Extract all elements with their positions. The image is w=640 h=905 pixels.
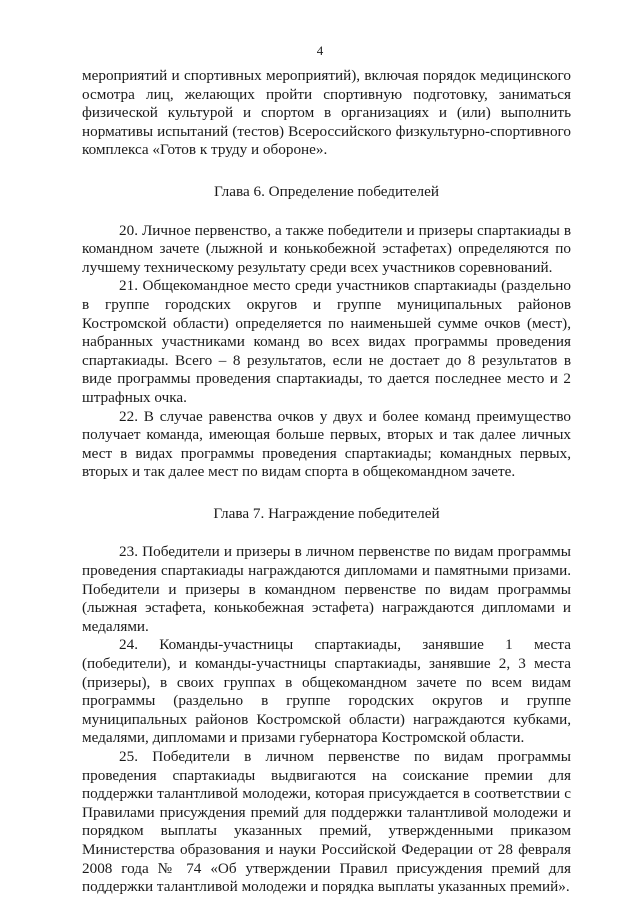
paragraph-23: 23. Победители и призеры в личном первенстве по видам программы проведения спартакиады награждаются дипломами и памятными призами. Победители и призеры в командном первенстве по видам программы (лыжная эстафета, конькобежная эстафета) награждаются дипломами и медалями.	[82, 543, 571, 635]
page-number: 4	[316, 43, 324, 58]
chapter-7-heading: Глава 7. Награждение победителей	[213, 504, 440, 522]
paragraph-21: 21. Общекомандное место среди участников спартакиады (раздельно в группе городских округов и группе муниципальных районов Костромской области) определяется по наименьшей сумме очков (мест), набранных участниками команд во всех видах программы проведения спартакиады. Всего – 8 результатов, если не достает до 8 результатов в виде программы проведения спартакиады, то дается последнее место и 2 штрафных очка.	[82, 277, 571, 406]
paragraph-25: 25. Победители в личном первенстве по видам программы проведения спартакиады выдвигаются на соискание премии для поддержки талантливой молодежи, которая присуждается в соответствии с Правилами присуждения премий для поддержки талантливой молодежи и порядком выплаты указанных премий, утвержденными приказом Министерства образования и науки Российской Федерации от 28 февраля 2008 года № 74 «Об утверждении Правил присуждения премий для поддержки талантливой молодежи и порядка выплаты указанных премий».	[82, 748, 571, 896]
document-body	[82, 67, 571, 897]
intro-paragraph: мероприятий и спортивных мероприятий), включая порядок медицинского осмотра лиц, желающих пройти спортивную подготовку, заниматься физической культурой и спортом в организациях и (или) выполнить нормативы испытаний (тестов) Всероссийского физкультурно-спортивного комплекса «Готов к труду и обороне».	[82, 67, 571, 159]
chapter-6-heading: Глава 6. Определение победителей	[214, 182, 439, 200]
paragraph-24: 24. Команды-участницы спартакиады, занявшие 1 места (победители), и команды-участницы спартакиады, занявшие 2, 3 места (призеры), в своих группах в общекомандном зачете по всем видам программы (раздельно в группе городских округов и группе муниципальных районов Костромской области) награждаются кубками, медалями, дипломами и призами губернатора Костромской области.	[82, 636, 571, 747]
paragraph-20: 20. Личное первенство, а также победители и призеры спартакиады в командном зачете (лыжной и конькобежной эстафетах) определяются по лучшему техническому результату среди всех участников соревнований.	[82, 221, 571, 276]
paragraph-22: 22. В случае равенства очков у двух и более команд преимущество получает команда, имеющая больше первых, вторых и так далее личных мест в видах программы проведения спартакиады; командных первых, вторых и так далее мест по видам спорта в общекомандном зачете.	[82, 407, 571, 481]
